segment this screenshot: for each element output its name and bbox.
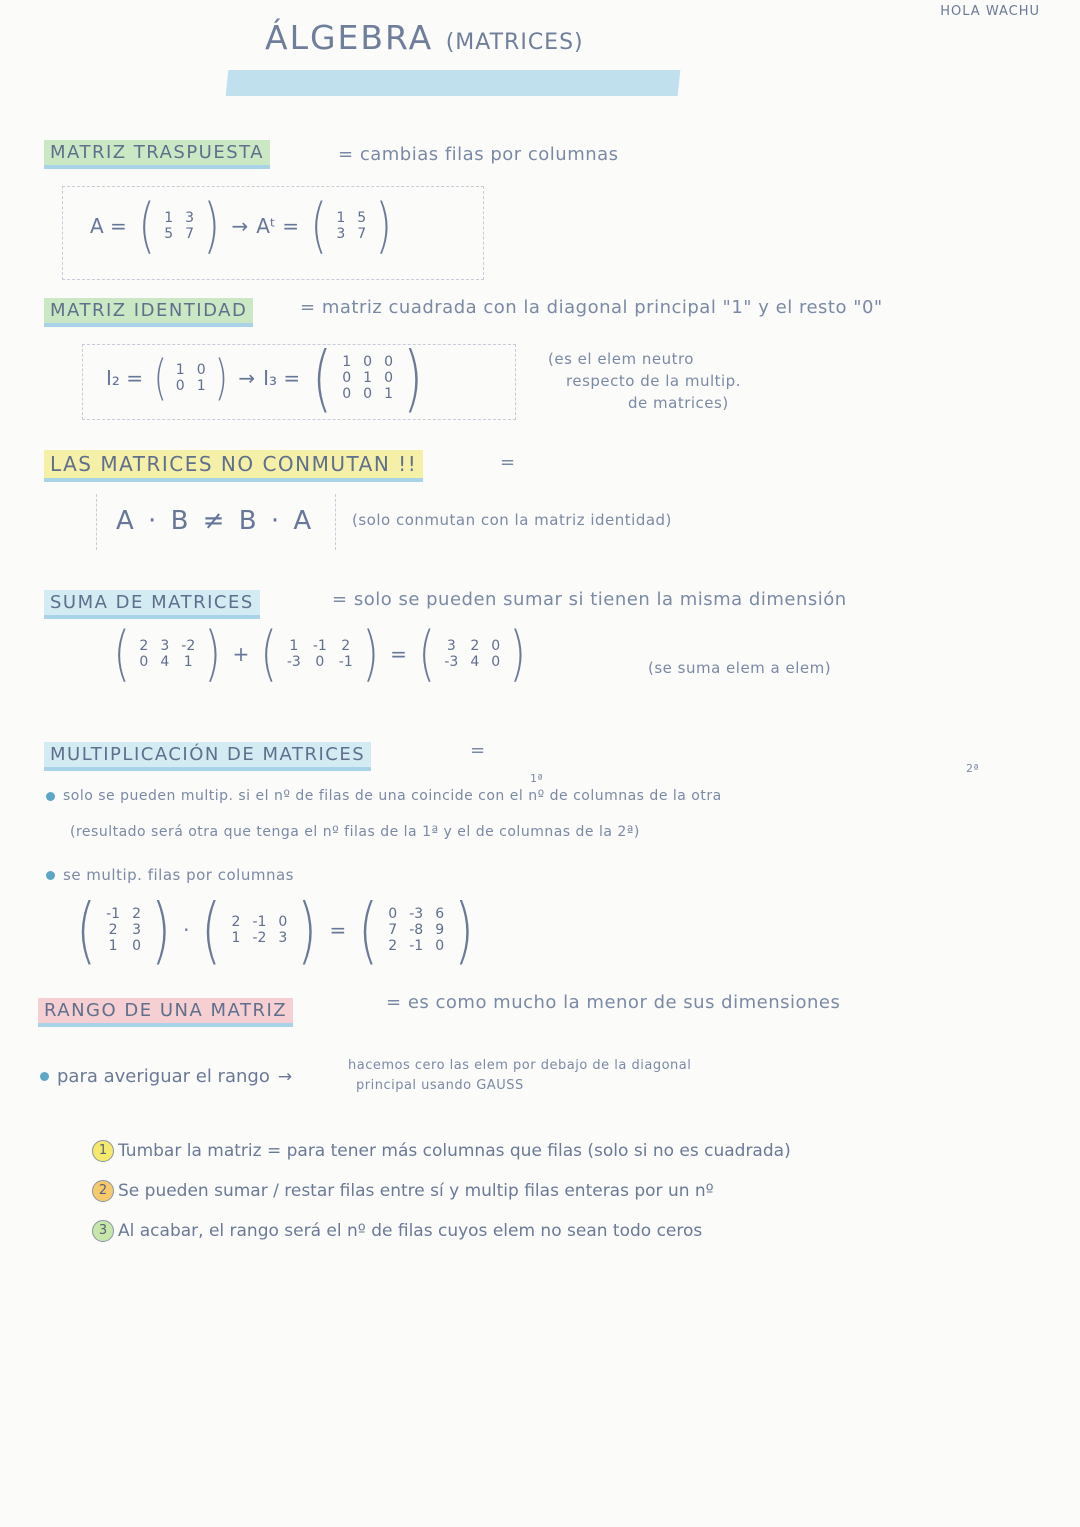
matrix-cell: 0	[342, 369, 352, 386]
matrix-cell: 5	[357, 209, 367, 226]
matrix-cell: 2	[108, 921, 118, 938]
suma-matrix-2-table	[281, 638, 359, 670]
heading-suma: SUMA DE MATRICES	[44, 590, 260, 619]
step-number: 1	[92, 1140, 114, 1162]
heading-multiplicacion: MULTIPLICACIÓN DE MATRICES	[44, 742, 371, 771]
conmutan-formula: A · B ≠ B · A	[116, 506, 315, 536]
matrix-cell: 0	[363, 353, 373, 370]
matrix-cell: 3	[185, 209, 195, 226]
matrix-cell: -1	[252, 913, 267, 930]
matrix-cell: 1	[384, 386, 393, 403]
multiplicacion-bullet-1b: (resultado será otra que tenga el nº filas de la 1ª y el de columnas de la 2ª)	[70, 824, 640, 840]
matrix-row	[100, 906, 147, 922]
rango-step-1: 1 Tumbar la matriz = para tener más columnas que filas (solo si no es cuadrada)	[92, 1140, 791, 1162]
matrix-row	[133, 654, 201, 670]
matrix-cell: 0	[491, 654, 501, 670]
heading-identidad: MATRIZ IDENTIDAD	[44, 298, 253, 327]
matrix-cell: 9	[435, 921, 445, 938]
i3-label: I₃ =	[263, 366, 301, 390]
corner-signature: HOLA WACHU	[940, 4, 1040, 19]
matrix-cell: 1	[164, 209, 174, 226]
matrix-cell: 0	[196, 361, 206, 378]
matrix-row	[382, 922, 450, 938]
matrix-cell: 2	[139, 637, 149, 654]
matrix-cell: 1	[289, 637, 299, 654]
plus-sign: +	[232, 642, 250, 666]
matrix-row	[100, 922, 147, 938]
traspuesta-lhs: A =	[90, 214, 127, 238]
matrix-cell: 1	[175, 361, 185, 378]
matrix-cell: 0	[388, 905, 398, 922]
arrow-icon: →	[231, 214, 249, 238]
matrix-cell: 2	[132, 905, 141, 922]
suma-matrix-2: ( 1 -1 2 -3 0 -1 )	[260, 619, 379, 689]
matrix-cell: -3	[409, 905, 424, 922]
rango-eq: =	[386, 992, 402, 1013]
matrix-i2: ( 1 0 0 1 )	[153, 350, 228, 406]
matrix-cell: 3	[446, 637, 456, 654]
matrix-row	[336, 370, 399, 386]
suma-result: ( 3 2 0 -3 4 0 )	[418, 619, 527, 689]
heading-traspuesta: MATRIZ TRASPUESTA	[44, 140, 270, 169]
traspuesta-example	[90, 191, 396, 261]
matrix-cell: 7	[388, 921, 398, 938]
rango-step-3: 3 Al acabar, el rango será el nº de filas cuyos elem no sean todo ceros	[92, 1220, 791, 1242]
matrix-cell: -2	[252, 930, 267, 946]
traspuesta-note: cambias filas por columnas	[359, 144, 619, 165]
matrix-cell: 3	[336, 226, 346, 242]
matrix-row	[330, 210, 372, 226]
page-title	[225, 12, 685, 102]
mult-result-table	[382, 906, 450, 954]
matrix-cell: 0	[132, 938, 141, 955]
matrix-row	[133, 638, 201, 654]
rango-note: es como mucho la menor de sus dimensiones	[407, 992, 841, 1013]
traspuesta-rhs: Aᵗ =	[256, 214, 299, 238]
matrix-cell: 2	[231, 913, 241, 930]
matrix-row	[438, 638, 506, 654]
bullet-icon	[46, 871, 55, 880]
matrix-cell: 2	[341, 637, 351, 654]
bullet-icon	[46, 792, 55, 801]
matrix-cell: 7	[185, 226, 195, 242]
matrix-row	[336, 354, 399, 370]
identidad-side-note: (es el elem neutro respecto de la multip. de matrices)	[548, 350, 741, 412]
bullet-icon	[40, 1072, 49, 1081]
matrix-cell: 0	[491, 637, 501, 654]
matrix-cell: 6	[435, 905, 445, 922]
matrix-cell: -1	[106, 905, 121, 922]
matrix-i3: ( 1 0 0 0 1 0 0 0 1 )	[312, 336, 423, 420]
matrix-cell: 0	[315, 654, 325, 670]
matrix-row	[281, 654, 359, 670]
matrix-cell: 1	[363, 369, 373, 386]
matrix-cell: 3	[132, 921, 141, 938]
matrix-row	[170, 362, 212, 378]
identidad-example	[106, 336, 427, 420]
matrix-cell: 0	[342, 386, 352, 403]
matrix-cell: -3	[444, 654, 459, 670]
suma-result-table	[438, 638, 506, 670]
matrix-cell: 5	[164, 226, 174, 242]
mult-matrix-a-table	[100, 906, 147, 954]
mult-matrix-b-table	[226, 914, 294, 946]
matrix-cell: 1	[196, 378, 206, 394]
rango-bullet-note: hacemos cero las elem por debajo de la diagonal principal usando GAUSS	[348, 1058, 692, 1093]
matrix-row	[170, 378, 212, 394]
title-sub: (MATRICES)	[445, 30, 584, 55]
dot-sign: ·	[183, 918, 190, 942]
matrix-cell: 1	[183, 654, 193, 670]
matrix-row	[382, 906, 450, 922]
suma-matrix-1-table	[133, 638, 201, 670]
traspuesta-eq: =	[338, 144, 354, 165]
matrix-row	[438, 654, 506, 670]
title-highlight	[226, 70, 681, 96]
multiplicacion-eq: =	[470, 740, 486, 761]
suma-matrix-1: ( 2 3 -2 0 4 1 )	[113, 619, 222, 689]
matrix-cell: 1	[108, 938, 118, 955]
identidad-note: matriz cuadrada con la diagonal principal "1" y el resto "0"	[321, 297, 883, 318]
matrix-at: ( 1 5 3 7 )	[310, 191, 393, 261]
multiplicacion-example	[72, 888, 478, 972]
matrix-cell: -3	[286, 654, 301, 670]
heading-conmutan: LAS MATRICES NO CONMUTAN !!	[44, 450, 423, 482]
matrix-at-table	[330, 210, 372, 242]
equals-sign: =	[390, 642, 407, 666]
sup-primera: 1ª	[530, 772, 544, 785]
matrix-cell: 1	[342, 353, 352, 370]
matrix-cell: -2	[181, 637, 196, 654]
matrix-cell: -1	[409, 938, 424, 955]
identidad-eq: =	[300, 297, 316, 318]
matrix-cell: 3	[160, 637, 170, 654]
matrix-a-table	[158, 210, 200, 242]
sup-segunda: 2ª	[966, 762, 980, 775]
step-number: 2	[92, 1180, 114, 1202]
matrix-a: ( 1 3 5 7 )	[138, 191, 220, 261]
matrix-cell: 7	[357, 226, 367, 242]
multiplicacion-bullet-1: solo se pueden multip. si el nº de filas de una coincide con el nº de columnas de la otra	[46, 788, 722, 804]
rango-bullet: para averiguar el rango →	[40, 1066, 292, 1087]
matrix-cell: 1	[336, 209, 346, 226]
matrix-row	[281, 638, 359, 654]
arrow-icon: →	[238, 366, 256, 390]
matrix-i2-table	[170, 362, 212, 394]
matrix-cell: -1	[338, 654, 353, 670]
matrix-cell: 0	[435, 938, 445, 955]
heading-rango: RANGO DE UNA MATRIZ	[38, 998, 293, 1027]
conmutan-note: (solo conmutan con la matriz identidad)	[352, 511, 672, 529]
matrix-cell: 2	[470, 637, 480, 654]
rango-steps	[92, 1140, 791, 1242]
matrix-cell: -1	[312, 637, 327, 654]
matrix-cell: 0	[278, 913, 288, 930]
matrix-cell: 0	[363, 386, 373, 403]
suma-side-note: (se suma elem a elem)	[648, 659, 832, 677]
matrix-i3-table	[336, 354, 399, 402]
matrix-cell: 0	[384, 369, 393, 386]
mult-result: ( 0 -3 6 7 -8 9 2 -1 0 )	[358, 888, 474, 972]
matrix-cell: -8	[409, 921, 424, 938]
multiplicacion-bullet-2: se multip. filas por columnas	[46, 866, 294, 884]
arrow-icon: →	[277, 1066, 293, 1087]
suma-example	[110, 619, 530, 689]
conmutan-eq: =	[500, 452, 516, 473]
matrix-row	[382, 938, 450, 954]
step-number: 3	[92, 1220, 114, 1242]
matrix-row	[158, 210, 200, 226]
suma-note: solo se pueden sumar si tienen la misma dimensión	[353, 589, 847, 610]
matrix-cell: 4	[470, 654, 480, 670]
matrix-row	[158, 226, 200, 242]
matrix-cell: 1	[231, 930, 241, 946]
matrix-cell: 2	[388, 938, 398, 955]
matrix-row	[330, 226, 372, 242]
matrix-row	[226, 914, 294, 930]
equals-sign: =	[329, 918, 347, 942]
mult-matrix-b: ( 2 -1 0 1 -2 3 )	[201, 888, 318, 972]
i2-label: I₂ =	[106, 366, 144, 390]
mult-matrix-a: ( -1 2 2 3 1 0 )	[76, 888, 171, 972]
title-main: ÁLGEBRA	[265, 18, 434, 57]
matrix-cell: 0	[384, 353, 393, 370]
matrix-cell: 0	[175, 378, 185, 394]
matrix-cell: 4	[160, 654, 170, 670]
rango-step-2: 2 Se pueden sumar / restar filas entre sí y multip filas enteras por un nº	[92, 1180, 791, 1202]
matrix-row	[100, 938, 147, 954]
matrix-cell: 0	[139, 654, 149, 670]
matrix-row	[226, 930, 294, 946]
matrix-row	[336, 386, 399, 402]
suma-eq: =	[332, 589, 348, 610]
matrix-cell: 3	[278, 930, 288, 946]
